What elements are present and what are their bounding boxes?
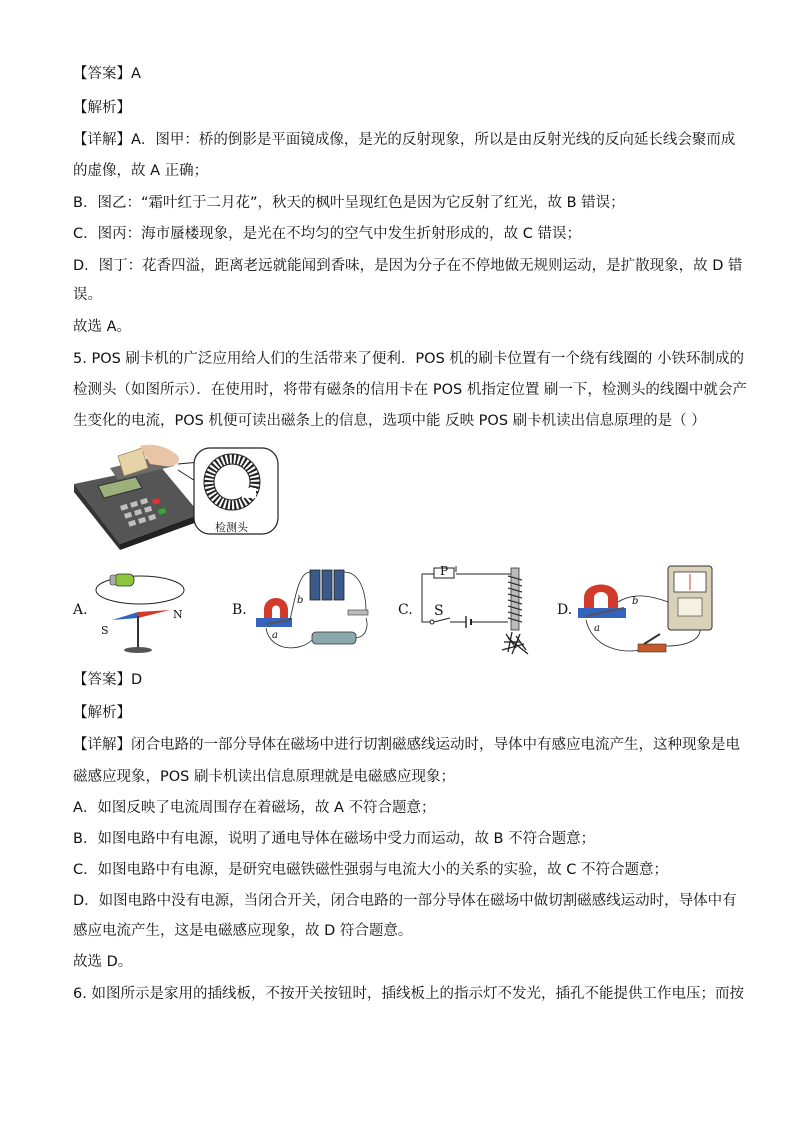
- pole-a-label: a: [272, 630, 278, 641]
- option-a-label: A.: [73, 602, 88, 618]
- compass-s-label: S: [101, 624, 109, 637]
- conclusion-text: 故选 A。: [73, 319, 132, 335]
- explain-d-text: 感应电流产生，这是电磁感应现象，故 D 符合题意。: [73, 923, 413, 939]
- pole-a-label: a: [594, 623, 600, 634]
- analysis-heading: 【解析】: [73, 705, 131, 721]
- switch-s-label: S: [434, 603, 444, 619]
- compass-n-label: N: [173, 608, 183, 621]
- question-stem: 6. 如图所示是家用的插线板，不按开关按钮时，插线板上的指示灯不发光，插孔不能提供工作电压；而按: [73, 986, 744, 1002]
- explain-d-text: D．如图电路中没有电源，当闭合开关，闭合电路的一部分导体在磁场中做切割磁感线运动时，导体中有: [73, 893, 737, 909]
- option-b-label: B.: [232, 602, 247, 618]
- option-c-label: C.: [398, 602, 413, 618]
- explain-a-text: A．如图反映了电流周围存在着磁场，故 A 不符合题意；: [73, 800, 436, 816]
- option-d-figure: [574, 562, 724, 662]
- question-stem: 检测头（如图所示）．在使用时，将带有磁条的信用卡在 POS 机指定位置 刷一下，检测头的线圈中就会产: [73, 382, 747, 398]
- answer-line: 【答案】D: [73, 672, 143, 688]
- question-stem: 5. POS 刷卡机的广泛应用给人们的生活带来了便利．POS 机的刷卡位置有一个绕有线圈的 小铁环制成的: [73, 351, 744, 367]
- rheostat-p-label: P: [440, 564, 449, 578]
- figure-caption: 检测头: [215, 521, 248, 534]
- option-b-figure: [250, 562, 380, 660]
- explain-b-text: B．如图电路中有电源，说明了通电导体在磁场中受力而运动，故 B 不符合题意；: [73, 831, 596, 847]
- detail-text: 的虚像，故 A 正确；: [73, 163, 209, 179]
- pole-b-label: b: [632, 596, 639, 607]
- option-d-label: D.: [557, 602, 573, 618]
- explain-c-text: C．如图电路中有电源，是研究电磁铁磁性强弱与电流大小的关系的实验，故 C 不符合题意；: [73, 862, 668, 878]
- option-c-text: C．图丙：海市蜃楼现象，是光在不均匀的空气中发生折射形成的，故 C 错误；: [73, 226, 581, 242]
- option-b-text: B．图乙：“霜叶红于二月花”，秋天的枫叶呈现红色是因为它反射了红光，故 B 错误；: [73, 195, 625, 211]
- detail-text: 【详解】A．图甲：桥的倒影是平面镜成像，是光的反射现象，所以是由反射光线的反向延长线会聚而成: [73, 132, 736, 148]
- conclusion-text: 故选 D。: [73, 954, 133, 970]
- analysis-heading: 【解析】: [73, 100, 131, 116]
- detail-text: 【详解】闭合电路的一部分导体在磁场中进行切割磁感线运动时，导体中有感应电流产生，这种现象是电: [73, 737, 740, 753]
- pos-machine-figure: [70, 444, 280, 552]
- pole-b-label: b: [297, 595, 304, 606]
- answer-line: 【答案】A: [73, 66, 141, 82]
- detail-text: 磁感应现象，POS 刷卡机读出信息原理就是电磁感应现象；: [73, 769, 455, 785]
- option-d-text: D．图丁：花香四溢，距离老远就能闻到香味，是因为分子在不停地做无规则运动，是扩散现象，故 D 错: [73, 258, 743, 274]
- option-d-text: 误。: [73, 287, 102, 303]
- question-stem: 生变化的电流，POS 机便可读出磁条上的信息，选项中能 反映 POS 刷卡机读出信息原理的是（ ）: [73, 413, 706, 429]
